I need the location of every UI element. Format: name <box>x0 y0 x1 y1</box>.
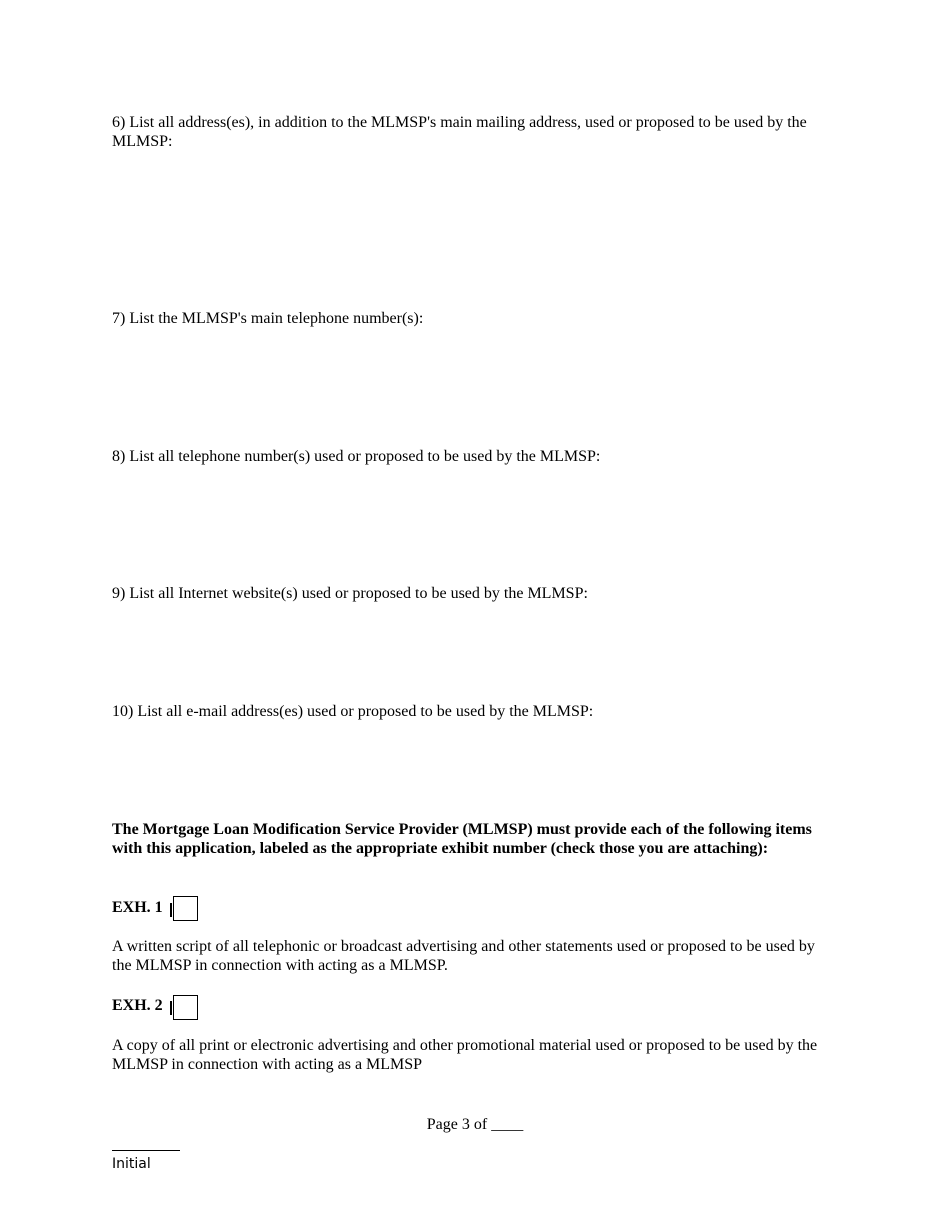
question-10: 10) List all e-mail address(es) used or proposed to be used by the MLMSP: <box>112 703 594 720</box>
question-7: 7) List the MLMSP's main telephone number(s): <box>112 310 424 327</box>
page-number: Page 3 of ____ <box>426 1116 524 1133</box>
exhibit-2-label: EXH. 2 <box>112 997 163 1014</box>
exhibit-1-checkbox[interactable] <box>173 896 198 921</box>
exhibit-1-description: A written script of all telephonic or broadcast advertising and other statements used or proposed to be used by the MLMSP in connection with acting as a MLMSP. <box>112 938 815 974</box>
question-8: 8) List all telephone number(s) used or proposed to be used by the MLMSP: <box>112 448 601 465</box>
exhibit-1-label: EXH. 1 <box>112 899 163 916</box>
initial-label: Initial <box>112 1156 151 1172</box>
initial-signature-line[interactable] <box>112 1150 180 1151</box>
exhibit-1-box-mark <box>170 903 172 917</box>
question-6: 6) List all address(es), in addition to the MLMSP's main mailing address, used or proposed to be used by the MLMSP: <box>112 114 807 150</box>
question-9: 9) List all Internet website(s) used or proposed to be used by the MLMSP: <box>112 585 588 602</box>
exhibit-2-checkbox[interactable] <box>173 995 198 1020</box>
exhibit-instructions: The Mortgage Loan Modification Service Provider (MLMSP) must provide each of the following items with this application, labeled as the appropriate exhibit number (check those you are attaching): <box>112 821 812 857</box>
exhibit-2-box-mark <box>170 1001 172 1015</box>
exhibit-2-description: A copy of all print or electronic advertising and other promotional material used or proposed to be used by the MLMSP in connection with acting as a MLMSP <box>112 1037 818 1073</box>
